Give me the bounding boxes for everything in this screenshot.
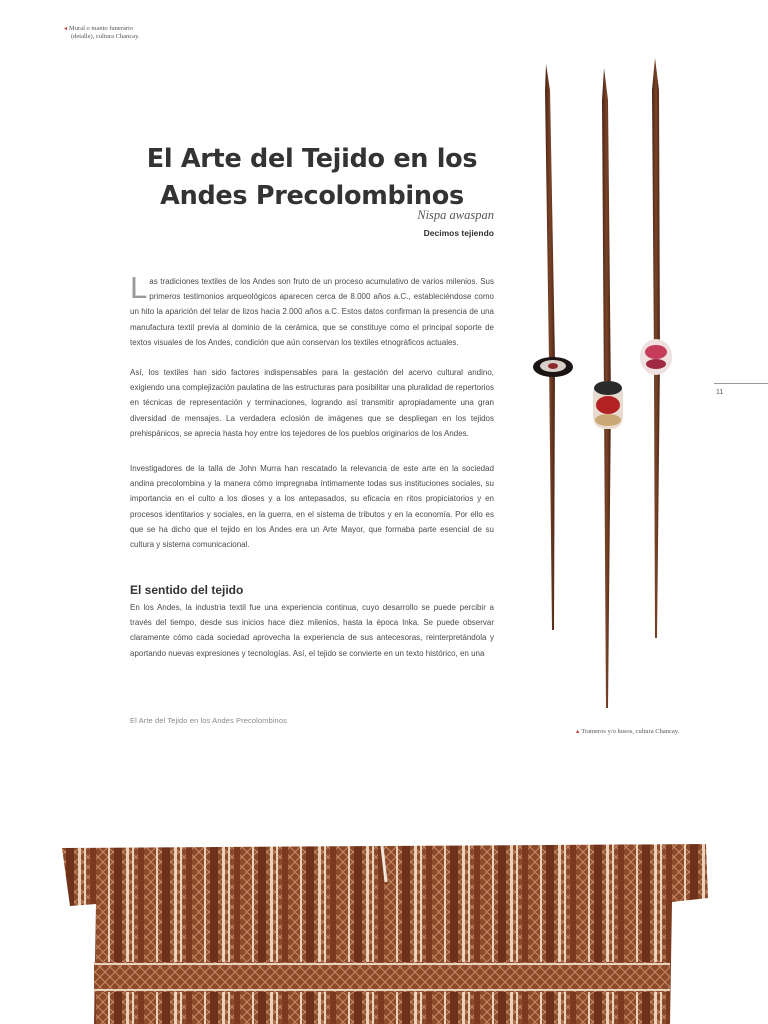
caption-mural-line2: (detalle), cultura Chancay. [71, 33, 140, 40]
caption-triangle-icon: ◂ [64, 26, 68, 32]
caption-triangle-icon: ▴ [576, 728, 580, 735]
caption-spindles-text: Trameros y/o husos, cultura Chancay. [581, 728, 680, 735]
paragraph-1-text: as tradiciones textiles de los Andes son fruto de un proceso acumulativo de varios milenios. Sus primeros testimonios arqueológicos aparecen cerca de 8.000 años a.C., estableciéndose como un hito la aparición del telar de lizos hacia 2.000 años a.C. Estos datos confirman la presencia de una manufactura textil previa al dominio de la cerámica, que se constituye como el principal soporte de textos visuales de los Andes, condición que aún conservan los textiles etnográficos actuales. [130, 277, 494, 347]
spindle-1 [545, 64, 555, 630]
paragraph-3: Investigadores de la talla de John Murra han rescatado la relevancia de este arte en la sociedad andina precolombina y la manera cómo impregnaba íntimamente todas sus instituciones sociales, su importancia en el culto a los dioses y a los antepasados, su eficacia en ritos propiciatorios y en procesos identitarios y sociales, en la guerra, en el sistema de tributos y en la economía. Por ello es que se ha dicho que el tejido en los Andes era un Arte Mayor, que formaba parte esencial de su cultura y sistema comunicacional. [130, 464, 494, 550]
spindle-1-whorl [533, 357, 573, 377]
section-heading: El sentido del tejido [130, 583, 244, 597]
drop-cap: L [130, 270, 148, 305]
page-title: El Arte del Tejido en los Andes Precolombinos [146, 144, 478, 212]
tunic-hem-band [94, 962, 670, 992]
spindle-3-whorl [640, 339, 672, 375]
paragraph-1 [130, 270, 494, 350]
caption-mural-line1: Mural o manto funerario [69, 25, 134, 32]
textile-tunic-photo [30, 812, 768, 1024]
page-number: 11 [716, 389, 724, 396]
caption-spindles [576, 727, 679, 735]
running-footer: El Arte del Tejido en los Andes Precolombinos [130, 716, 287, 725]
quechua-subtitle: Nispa awaspan [417, 208, 494, 222]
spindle-2-whorl [593, 381, 623, 429]
spanish-subtitle: Decimos tejiendo [423, 228, 494, 238]
spindles-photo [530, 40, 690, 730]
page-number-rule [714, 383, 768, 384]
paragraph-2: Así, los textiles han sido factores indispensables para la gestación del acervo cultural andino, exigiendo una complejización paulatina de las estructuras para posibilitar una pluralidad de repertorios en técnicas de representación y terminaciones, logrando así transmitir apropiadamente una gran diversidad de mensajes. La verdadera eclosión de imágenes que se despliegan en los tejidos prehispánicos, se aprecia hasta hoy entre los tejedores de los pueblos originarios de los Andes. [130, 368, 494, 438]
caption-mural [64, 25, 174, 41]
paragraph-4: En los Andes, la industria textil fue una experiencia continua, cuyo desarrollo se puede percibir a través del tiempo, desde sus inicios hace diez milenios, hasta la época Inka. Se puede observar claramente cómo cada sociedad aprovecha la experiencia de sus antecesoras, reinterpretándola y aportando nuevas expresiones y tecnologías. Así, el tejido se convierte en un texto histórico, en una [130, 603, 494, 658]
